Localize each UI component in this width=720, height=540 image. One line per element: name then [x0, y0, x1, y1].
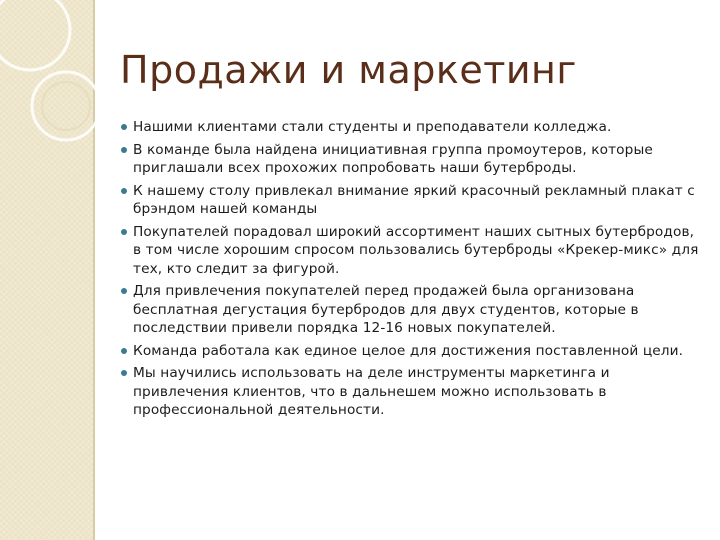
bullet-marker-icon — [121, 124, 127, 130]
bullet-marker-icon — [121, 288, 127, 294]
bullet-text: Мы научились использовать на деле инструменты маркетинга и привлечения клиентов, что в дальнешем можно использовать в профессиональной деятельности. — [133, 365, 610, 418]
bullet-item — [120, 223, 706, 279]
bullet-marker-icon — [121, 188, 127, 194]
bullet-item — [120, 282, 706, 338]
bullet-item — [120, 118, 706, 137]
bullet-marker-icon — [121, 348, 127, 354]
bullet-item — [120, 364, 706, 420]
bullet-text: Покупателей порадовал широкий ассортимент наших сытных бутербродов, в том числе хорошим спросом пользовались бутерброды «Крекер-микс» для тех, кто следит за фигурой. — [133, 223, 699, 277]
bullet-text: Для привлечения покупателей перед продажей была организована бесплатная дегустация бутербродов для двух студентов, которые в последствии привели порядка 12-16 новых покупателей. — [133, 283, 639, 336]
bullet-marker-icon — [121, 370, 127, 376]
bullet-list — [120, 118, 706, 424]
bullet-text: Нашими клиентами стали студенты и преподаватели колледжа. — [133, 119, 612, 135]
bullet-item — [120, 141, 706, 178]
bullet-item — [120, 342, 706, 361]
decorative-circles-icon — [0, 0, 140, 160]
bullet-text: Команда работала как единое целое для достижения поставленной цели. — [133, 342, 684, 359]
slide-title: Продажи и маркетинг — [120, 48, 577, 92]
bullet-marker-icon — [121, 229, 127, 235]
bullet-text: В команде была найдена инициативная группа промоутеров, которые приглашали всех прохожих попробовать наши бутерброды. — [133, 141, 653, 176]
bullet-marker-icon — [121, 147, 127, 153]
bullet-text: К нашему столу привлекал внимание яркий красочный рекламный плакат с брэндом нашей команды — [133, 182, 695, 217]
bullet-item — [120, 182, 706, 219]
